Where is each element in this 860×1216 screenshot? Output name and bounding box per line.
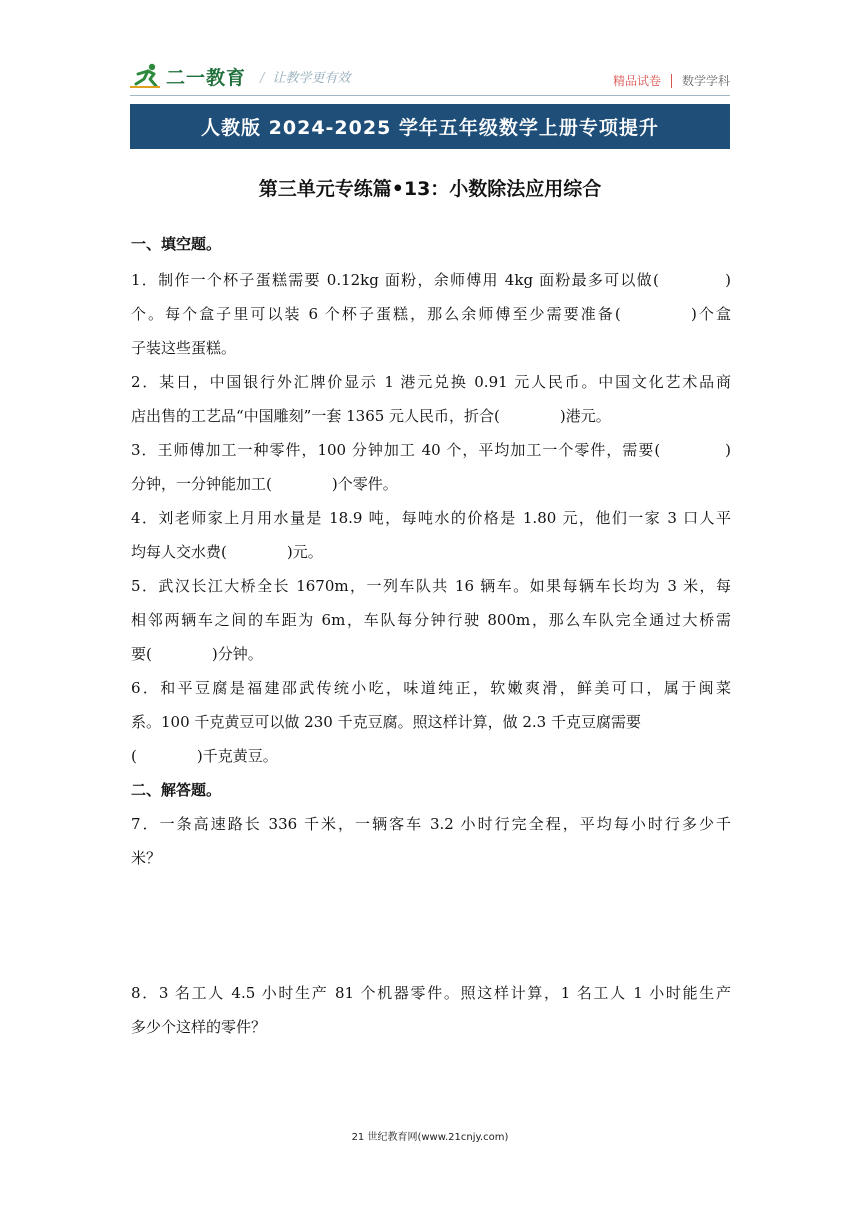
section-title-solve: 二、解答题。 bbox=[131, 781, 222, 799]
question-8-line-2: 多少个这样的零件？ bbox=[131, 1018, 267, 1036]
question-5-line-2: 相邻两辆车之间的车距为 6m，车队每分钟行驶 800m，那么车队完全通过大桥需 bbox=[131, 611, 731, 629]
question-2-line-2: 店出售的工艺品“中国雕刻”一套 1365 元人民币，折合( )港元。 bbox=[131, 407, 611, 425]
question-1-line-1: 1．制作一个杯子蛋糕需要 0.12kg 面粉，余师傅用 4kg 面粉最多可以做( ) bbox=[131, 271, 731, 289]
question-3-line-1: 3．王师傅加工一种零件，100 分钟加工 40 个，平均加工一个零件，需要( ) bbox=[131, 441, 731, 459]
question-7-line-1: 7．一条高速路长 336 千米，一辆客车 3.2 小时行完全程，平均每小时行多少千 bbox=[131, 815, 731, 833]
header-divider bbox=[130, 95, 730, 96]
question-5-line-1: 5．武汉长江大桥全长 1670m，一列车队共 16 辆车。如果每辆车长均为 3 米，每 bbox=[131, 577, 731, 595]
tag-subject: 数学学科 bbox=[681, 74, 730, 88]
banner-title: 人教版 2024-2025 学年五年级数学上册专项提升 bbox=[201, 117, 659, 139]
question-4-line-1: 4．刘老师家上月用水量是 18.9 吨，每吨水的价格是 1.80 元，他们一家 3 口人平 bbox=[131, 509, 731, 527]
question-1-line-2: 个。每个盒子里可以装 6 个杯子蛋糕，那么余师傅至少需要准备( )个盒 bbox=[131, 305, 731, 323]
question-8-line-1: 8．3 名工人 4.5 小时生产 81 个机器零件。照这样计算，1 名工人 1 小时能生产 bbox=[131, 984, 731, 1002]
question-6-line-1: 6．和平豆腐是福建邵武传统小吃，味道纯正，软嫩爽滑，鲜美可口，属于闽菜 bbox=[131, 679, 731, 697]
slogan-text: 让教学更有效 bbox=[272, 70, 351, 86]
title-banner bbox=[130, 104, 730, 149]
question-2-line-1: 2．某日，中国银行外汇牌价显示 1 港元兑换 0.91 元人民币。中国文化艺术品商 bbox=[131, 373, 731, 391]
question-6-line-2: 系。100 千克黄豆可以做 230 千克豆腐。照这样计算，做 2.3 千克豆腐需要 bbox=[131, 713, 641, 731]
question-6-line-3: ( )千克黄豆。 bbox=[131, 747, 278, 765]
tag-quality: 精品试卷 bbox=[612, 74, 661, 88]
question-4-line-2: 均每人交水费( )元。 bbox=[131, 543, 323, 561]
header-tags bbox=[613, 72, 730, 89]
logo-text: 二一教育 bbox=[166, 66, 247, 89]
question-5-line-3: 要( )分钟。 bbox=[131, 645, 263, 663]
question-1-line-3: 子装这些蛋糕。 bbox=[131, 339, 237, 357]
page-header bbox=[130, 62, 730, 96]
page-subtitle: 第三单元专练篇•13：小数除法应用综合 bbox=[258, 178, 602, 200]
runner-logo-icon bbox=[130, 62, 164, 90]
section-title-fill-blank: 一、填空题。 bbox=[131, 235, 222, 253]
question-3-line-2: 分钟，一分钟能加工( )个零件。 bbox=[131, 475, 398, 493]
page-footer: 21 世纪教育网(www.21cnjy.com) bbox=[351, 1132, 509, 1143]
slogan: / 让教学更有效 bbox=[260, 70, 351, 86]
tag-divider bbox=[671, 74, 672, 88]
question-7-line-2: 米？ bbox=[131, 849, 162, 867]
logo bbox=[130, 62, 350, 90]
